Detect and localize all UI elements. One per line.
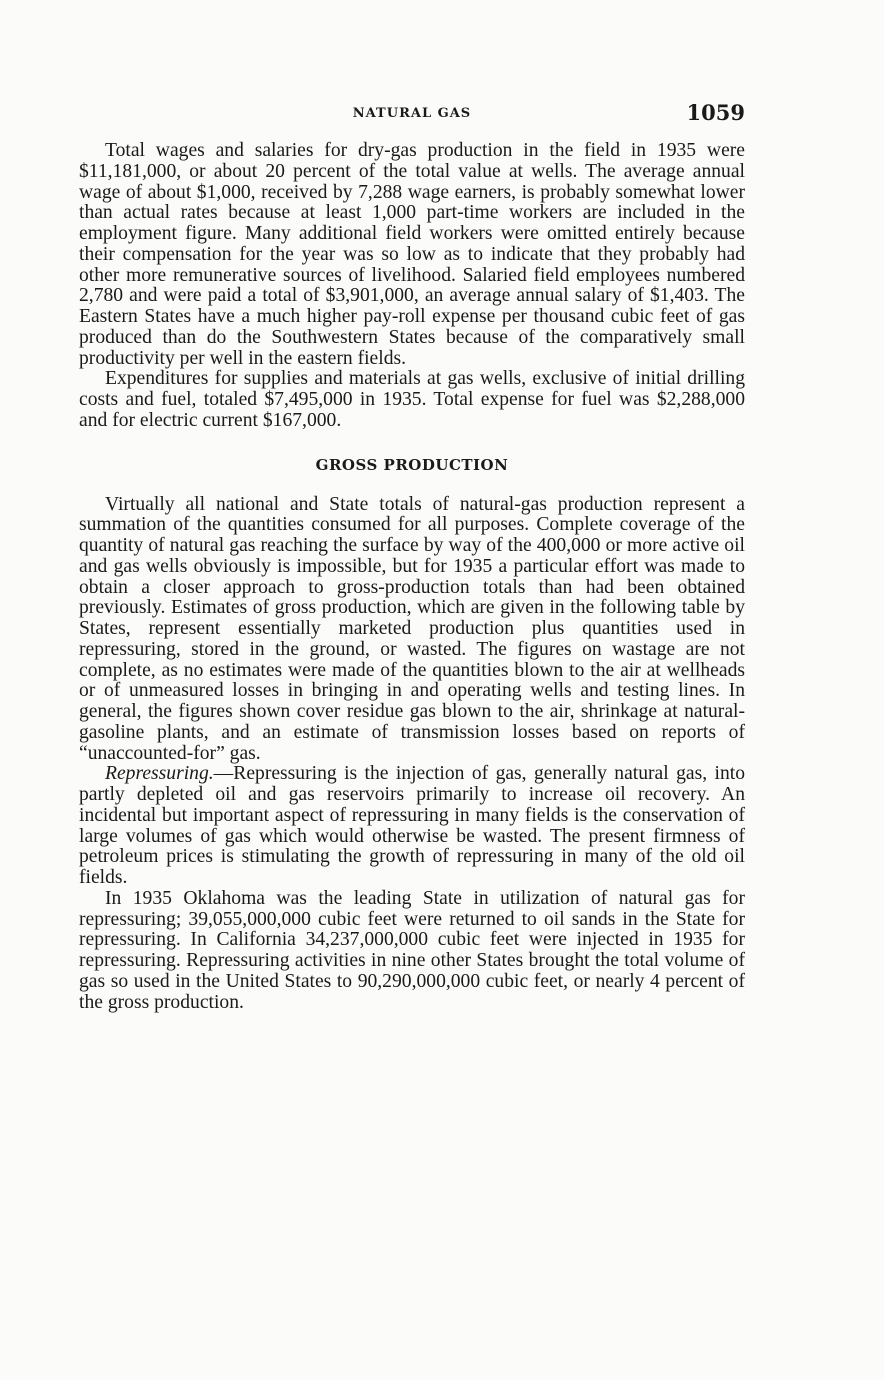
paragraph-gross-production: Virtually all national and State totals of natural-gas production represent a summation of the quantities consumed for all purposes. Complete coverage of the quantity of natural gas reaching the surface by way of the 400,000 or more active oil and gas wells obviously is impossible, but for 1935 a particular effort was made to obtain a closer approach to gross-production totals than had been obtained previously. Estimates of gross production, which are given in the following table by States, represent essentially marketed production plus quantities used in repressuring, stored in the ground, or wasted. The figures on wastage are not complete, as no estimates were made of the quantities blown to the air at wellheads or of unmeasured losses in bringing in and operating wells and testing lines. In general, the figures shown cover residue gas blown to the air, shrinkage at natural-gasoline plants, and an estimate of transmission losses based on reports of “unaccounted-for” gas. xyxy=(79,493,745,764)
repressuring-text: —Repressuring is the injection of gas, generally natural gas, into partly depleted oil and gas reservoirs primarily to increase oil recovery. An incidental but important aspect of repressuring in many fields is the conservation of large volumes of gas which would otherwise be wasted. The present firmness of petroleum prices is stimulating the growth of repressuring in many of the old oil fields. xyxy=(79,763,745,888)
repressuring-lead: Repressuring. xyxy=(105,763,214,785)
running-head xyxy=(79,100,745,130)
paragraph-wages: Total wages and salaries for dry-gas production in the field in 1935 were $11,181,000, or about 20 percent of the total value at wells. The average annual wage of about $1,000, received by 7,288 wage earners, is probably somewhat lower than actual rates because at least 1,000 part-time workers are included in the employment figure. Many additional field workers were omitted entirely because their compensation for the year was so low as to indicate that they probably had other more remunerative sources of livelihood. Salaried field employees numbered 2,780 and were paid a total of $3,901,000, an average annual salary of $1,403. The Eastern States have a much higher pay-roll expense per thousand cubic feet of gas produced than do the Southwestern States because of the comparatively small productivity per well in the eastern fields. xyxy=(79,140,745,369)
body-text xyxy=(79,141,745,1013)
paragraph-oklahoma: In 1935 Oklahoma was the leading State in utilization of natural gas for repressuring; 39,055,000,000 cubic feet were returned to oil sands in the State for repressuring. In California 34,237,000,000 cubic feet were injected in 1935 for repressuring. Repressuring activities in nine other States brought the total volume of gas so used in the United States to 90,290,000,000 cubic feet, or nearly 4 percent of the gross production. xyxy=(79,887,745,1013)
paragraph-expenditures: Expenditures for supplies and materials at gas wells, exclusive of initial drilling costs and fuel, totaled $7,495,000 in 1935. Total expense for fuel was $2,288,000 and for electric current $167,000. xyxy=(79,368,745,431)
running-title: NATURAL GAS xyxy=(352,106,472,121)
section-heading: GROSS PRODUCTION xyxy=(315,455,509,474)
paragraph-repressuring xyxy=(79,764,745,889)
page-number: 1059 xyxy=(686,100,745,125)
